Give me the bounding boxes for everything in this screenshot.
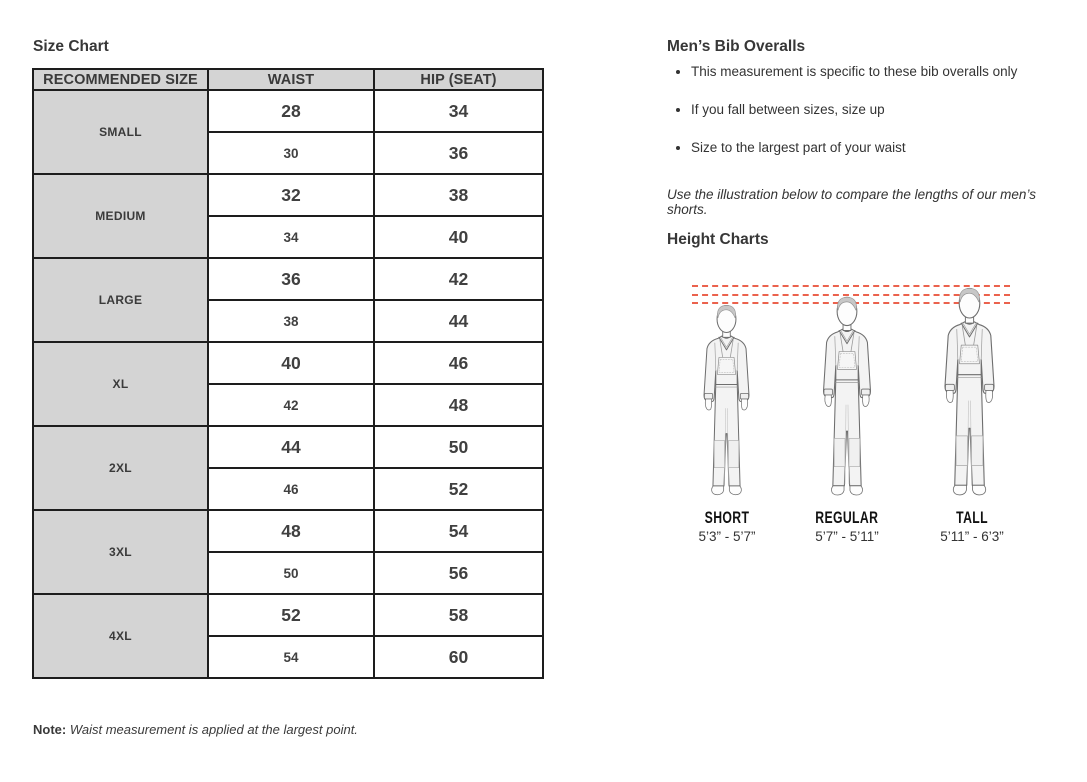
- size-label-cell: XL: [33, 342, 208, 426]
- header-hip-seat: HIP (SEAT): [374, 69, 543, 90]
- table-row: [33, 510, 543, 552]
- height-option-short: [657, 508, 797, 544]
- size-table-body: [33, 90, 543, 678]
- table-header-row: [33, 69, 543, 90]
- hip-value-cell: 34: [374, 90, 543, 132]
- person-figure-tall: [935, 284, 1004, 497]
- waist-value-cell: 48: [208, 510, 374, 552]
- illustration-instruction: Use the illustration below to compare the lengths of our men’s shorts.: [667, 187, 1036, 217]
- height-option-label: SHORT: [704, 508, 750, 527]
- waist-value-cell: 40: [208, 342, 374, 384]
- waist-value-cell: 42: [208, 384, 374, 426]
- table-row: [33, 342, 543, 384]
- person-figure-short: [695, 301, 758, 497]
- waist-value-cell: 46: [208, 468, 374, 510]
- waist-value-cell: 54: [208, 636, 374, 678]
- hip-value-cell: 50: [374, 426, 543, 468]
- height-charts-title: Height Charts: [667, 231, 769, 248]
- waist-value-cell: 50: [208, 552, 374, 594]
- waist-value-cell: 38: [208, 300, 374, 342]
- hip-value-cell: 40: [374, 216, 543, 258]
- size-label-cell: 2XL: [33, 426, 208, 510]
- waist-value-cell: 36: [208, 258, 374, 300]
- fit-tips-list: [664, 64, 1064, 178]
- hip-value-cell: 56: [374, 552, 543, 594]
- hip-value-cell: 54: [374, 510, 543, 552]
- table-row: [33, 174, 543, 216]
- height-option-tall: [902, 508, 1042, 544]
- size-label-cell: LARGE: [33, 258, 208, 342]
- waist-value-cell: 32: [208, 174, 374, 216]
- table-row: [33, 90, 543, 132]
- header-waist: WAIST: [208, 69, 374, 90]
- note-label: Note:: [33, 722, 67, 737]
- table-note: [33, 722, 358, 737]
- height-chart-illustration: [670, 268, 1030, 568]
- waist-value-cell: 34: [208, 216, 374, 258]
- table-row: [33, 426, 543, 468]
- list-item: • Size to the largest part of your waist: [691, 140, 1064, 155]
- waist-value-cell: 30: [208, 132, 374, 174]
- person-figure-regular: [814, 293, 880, 497]
- hip-value-cell: 58: [374, 594, 543, 636]
- waist-value-cell: 52: [208, 594, 374, 636]
- hip-value-cell: 60: [374, 636, 543, 678]
- waist-value-cell: 28: [208, 90, 374, 132]
- hip-value-cell: 44: [374, 300, 543, 342]
- note-text: Waist measurement is applied at the largest point.: [69, 722, 358, 737]
- height-option-label: REGULAR: [815, 508, 879, 527]
- height-option-regular: [777, 508, 917, 544]
- list-item: • If you fall between sizes, size up: [691, 102, 1064, 117]
- height-option-range: 5’7” - 5’11”: [815, 529, 879, 544]
- size-label-cell: MEDIUM: [33, 174, 208, 258]
- hip-value-cell: 48: [374, 384, 543, 426]
- hip-value-cell: 46: [374, 342, 543, 384]
- height-option-label: TALL: [956, 508, 988, 527]
- table-row: [33, 258, 543, 300]
- hip-value-cell: 52: [374, 468, 543, 510]
- height-option-range: 5’11” - 6’3”: [940, 529, 1004, 544]
- size-label-cell: 3XL: [33, 510, 208, 594]
- hip-value-cell: 42: [374, 258, 543, 300]
- hip-value-cell: 36: [374, 132, 543, 174]
- product-title: Men’s Bib Overalls: [667, 38, 806, 55]
- size-table: [32, 68, 544, 679]
- size-chart-title: Size Chart: [33, 38, 109, 55]
- size-label-cell: SMALL: [33, 90, 208, 174]
- size-label-cell: 4XL: [33, 594, 208, 678]
- list-item: • This measurement is specific to these bib overalls only: [691, 64, 1064, 79]
- table-row: [33, 594, 543, 636]
- hip-value-cell: 38: [374, 174, 543, 216]
- header-recommended-size: RECOMMENDED SIZE: [33, 69, 208, 90]
- waist-value-cell: 44: [208, 426, 374, 468]
- height-option-range: 5’3” - 5’7”: [698, 529, 756, 544]
